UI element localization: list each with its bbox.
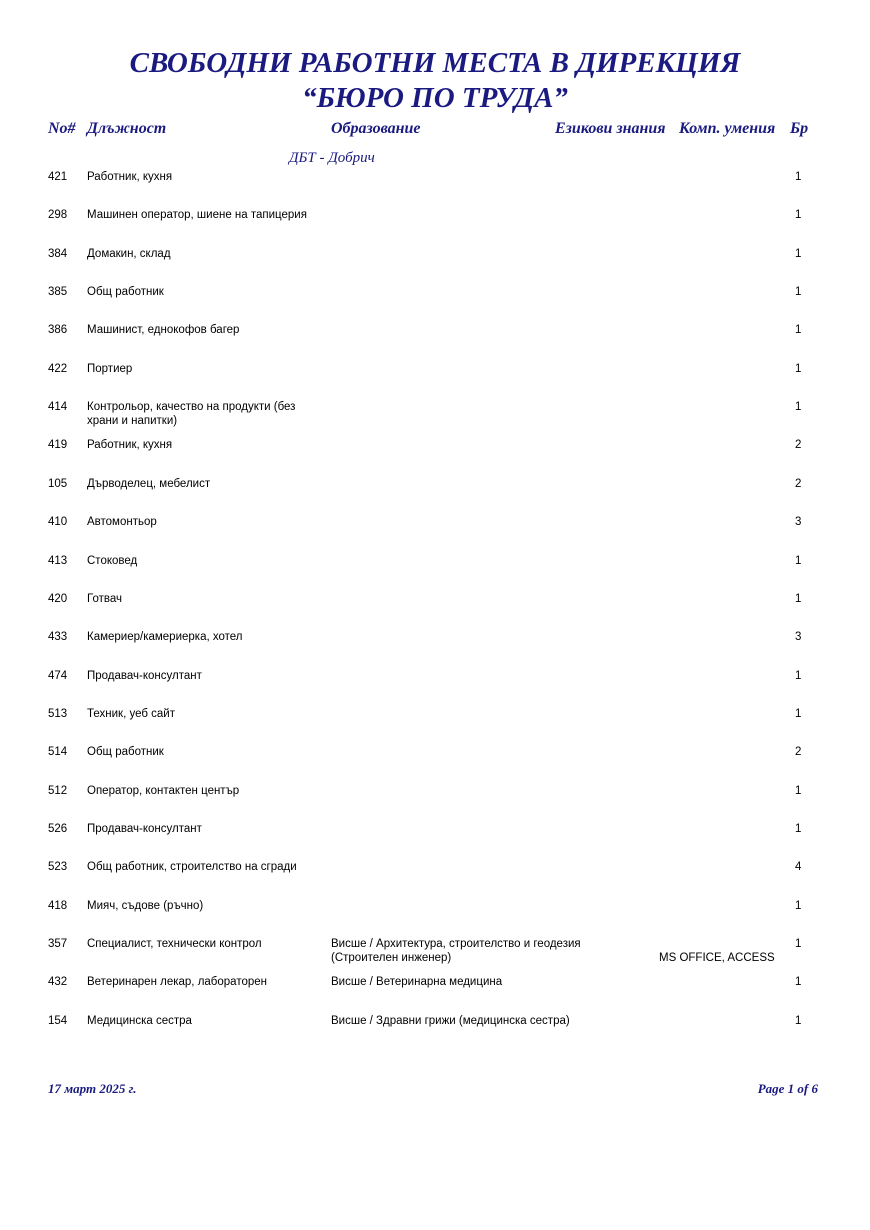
table-row xyxy=(0,247,870,285)
column-header-no: No# xyxy=(48,120,76,137)
job-position: Мияч, съдове (ръчно) xyxy=(87,899,204,912)
job-count: 1 xyxy=(795,362,802,375)
table-row xyxy=(0,1014,870,1052)
job-number: 513 xyxy=(48,707,68,720)
job-number: 385 xyxy=(48,286,68,299)
job-number: 357 xyxy=(48,938,68,950)
job-position: Готвач xyxy=(87,592,122,605)
page-title-line-2: “БЮРО ПО ТРУДА” xyxy=(302,82,568,114)
job-position: Контрольор, качество на продукти (без храни и напитки) xyxy=(87,401,296,428)
job-number: 410 xyxy=(48,516,68,529)
job-count: 3 xyxy=(795,631,802,644)
job-count: 2 xyxy=(795,439,802,452)
job-position: Общ работник xyxy=(87,746,164,759)
footer-page-number: Page 1 of 6 xyxy=(757,1081,818,1096)
job-count: 1 xyxy=(795,822,802,835)
job-number: 514 xyxy=(48,746,68,759)
job-number: 433 xyxy=(48,631,68,644)
job-number: 419 xyxy=(48,439,68,452)
job-number: 384 xyxy=(48,247,68,260)
job-number: 421 xyxy=(48,171,68,183)
job-count: 1 xyxy=(795,247,802,260)
table-row xyxy=(0,745,870,783)
job-number: 432 xyxy=(48,976,68,989)
table-row xyxy=(0,400,870,438)
job-computer-skills: MS OFFICE, ACCESS xyxy=(659,952,775,964)
job-number: 414 xyxy=(48,401,68,414)
footer-date: 17 март 2025 г. xyxy=(48,1081,137,1096)
job-number: 474 xyxy=(48,669,68,682)
column-header-position: Длъжност xyxy=(87,120,167,137)
job-count: 1 xyxy=(795,1014,802,1027)
table-row xyxy=(0,515,870,553)
job-count: 1 xyxy=(795,286,802,299)
job-count: 1 xyxy=(795,171,802,183)
job-number: 105 xyxy=(48,477,68,490)
job-count: 1 xyxy=(795,899,802,912)
table-row xyxy=(0,208,870,246)
table-row xyxy=(0,323,870,361)
column-header-computer-skills: Комп. умения xyxy=(679,120,776,137)
table-row xyxy=(0,554,870,592)
job-position: Техник, уеб сайт xyxy=(87,707,175,720)
job-count: 1 xyxy=(795,784,802,797)
column-header-languages: Езикови знания xyxy=(555,120,666,137)
table-row xyxy=(0,438,870,476)
table-row xyxy=(0,477,870,515)
job-count: 1 xyxy=(795,976,802,989)
job-number: 154 xyxy=(48,1014,68,1027)
job-count: 1 xyxy=(795,669,802,682)
table-row xyxy=(0,285,870,323)
job-count: 1 xyxy=(795,938,802,950)
job-number: 420 xyxy=(48,592,68,605)
job-position: Общ работник, строителство на сгради xyxy=(87,861,297,874)
job-count: 1 xyxy=(795,554,802,567)
table-row xyxy=(0,707,870,745)
job-number: 418 xyxy=(48,899,68,912)
job-number: 512 xyxy=(48,784,68,797)
table-row xyxy=(0,822,870,860)
job-position: Машинист, еднокофов багер xyxy=(87,324,240,337)
job-position: Ветеринарен лекар, лабораторен xyxy=(87,976,267,989)
table-row xyxy=(0,362,870,400)
job-position: Домакин, склад xyxy=(87,247,171,260)
job-position: Медицинска сестра xyxy=(87,1014,192,1027)
job-count: 1 xyxy=(795,209,802,222)
table-row xyxy=(0,899,870,937)
job-education: Висше / Архитектура, строителство и геодезия (Строителен инженер) xyxy=(331,938,581,964)
job-count: 4 xyxy=(795,861,802,874)
job-number: 526 xyxy=(48,822,68,835)
job-education: Висше / Ветеринарна медицина xyxy=(331,976,503,989)
table-row xyxy=(0,860,870,898)
job-education: Висше / Здравни грижи (медицинска сестра) xyxy=(331,1014,570,1027)
job-number: 523 xyxy=(48,861,68,874)
column-header-count: Бр xyxy=(790,120,809,137)
job-count: 2 xyxy=(795,477,802,490)
table-row xyxy=(0,669,870,707)
table-row xyxy=(0,937,870,975)
job-position: Специалист, технически контрол xyxy=(87,938,262,950)
table-row xyxy=(0,784,870,822)
job-position: Машинен оператор, шиене на тапицерия xyxy=(87,209,307,222)
job-count: 1 xyxy=(795,707,802,720)
job-position: Работник, кухня xyxy=(87,171,173,183)
job-count: 2 xyxy=(795,746,802,759)
job-position: Стоковед xyxy=(87,554,138,567)
job-number: 298 xyxy=(48,209,68,222)
table-row xyxy=(0,630,870,668)
job-number: 413 xyxy=(48,554,68,567)
table-row xyxy=(0,592,870,630)
job-position: Оператор, контактен център xyxy=(87,784,240,797)
column-header-education: Образование xyxy=(331,120,421,137)
job-position: Портиер xyxy=(87,362,133,375)
job-count: 1 xyxy=(795,401,802,414)
job-position: Продавач-консултант xyxy=(87,669,202,682)
table-row xyxy=(0,170,870,208)
job-count: 1 xyxy=(795,592,802,605)
job-number: 386 xyxy=(48,324,68,337)
table-row xyxy=(0,975,870,1013)
job-position: Камериер/камериерка, хотел xyxy=(87,631,243,644)
job-number: 422 xyxy=(48,362,68,375)
job-position: Продавач-консултант xyxy=(87,822,202,835)
job-position: Работник, кухня xyxy=(87,439,173,452)
region-label: ДБТ - Добрич xyxy=(289,150,375,166)
job-count: 3 xyxy=(795,516,802,529)
job-position: Дърводелец, мебелист xyxy=(87,477,211,490)
page-title-line-1: СВОБОДНИ РАБОТНИ МЕСТА В ДИРЕКЦИЯ xyxy=(129,47,741,79)
job-count: 1 xyxy=(795,324,802,337)
job-position: Автомонтьор xyxy=(87,516,157,529)
job-position: Общ работник xyxy=(87,286,164,299)
